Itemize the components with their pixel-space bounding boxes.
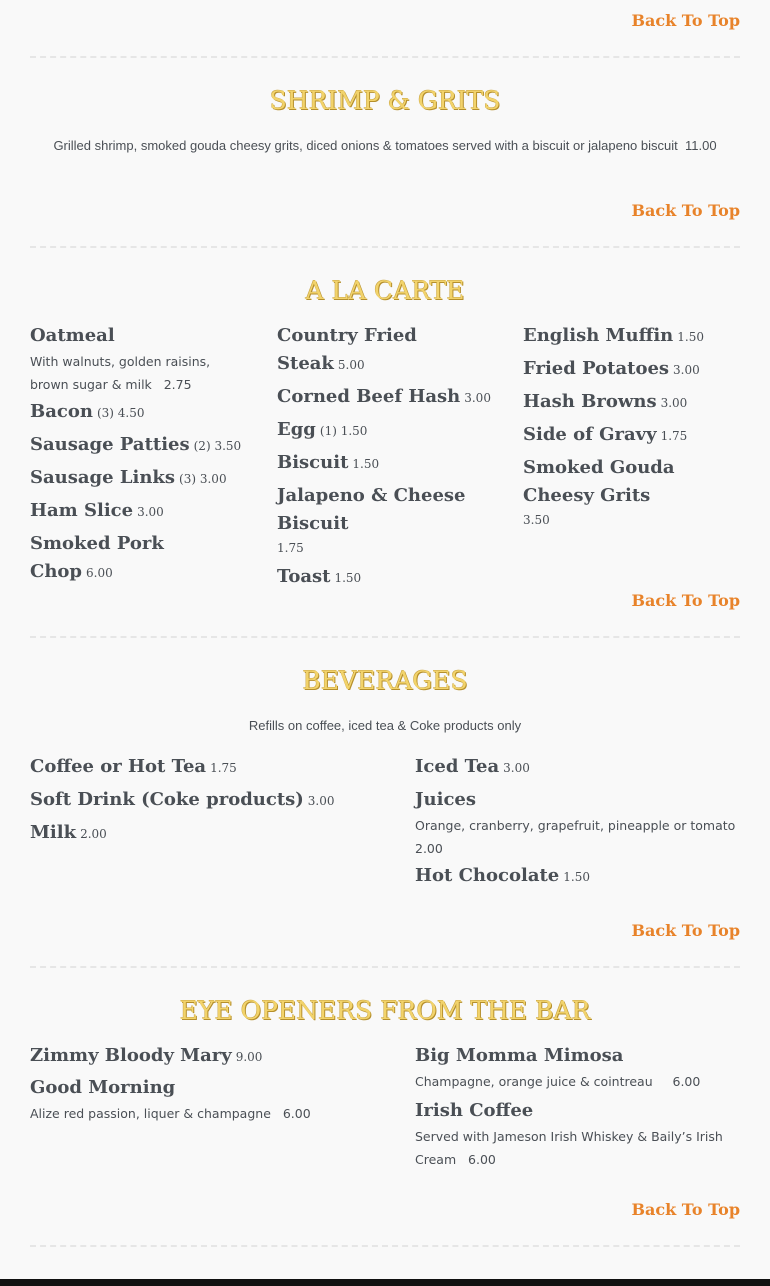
item-name: Jalapeno & Cheese Biscuit xyxy=(277,485,466,534)
item-price: 6.00 xyxy=(86,566,113,580)
item-price: 6.00 xyxy=(672,1074,701,1089)
menu-item-milk xyxy=(30,819,400,847)
menu-item-zimmy-bloody-mary xyxy=(30,1042,400,1070)
item-name: Fried Potatoes xyxy=(523,358,670,379)
alacarte-column-2 xyxy=(277,322,497,600)
menu-item-hot-chocolate xyxy=(415,862,740,890)
item-price: 1.50 xyxy=(677,330,704,344)
item-description: Served with Jameson Irish Whiskey & Baily’s Irish Cream xyxy=(415,1129,723,1167)
item-price: 1.75 xyxy=(660,429,688,443)
menu-item-sausage-links xyxy=(30,464,252,492)
menu-item-soft-drink xyxy=(30,786,400,814)
item-price: 3.00 xyxy=(673,363,700,377)
footer-bar xyxy=(0,1279,770,1286)
item-name: Soft Drink (Coke products) xyxy=(30,789,304,810)
alacarte-column-3 xyxy=(523,322,740,539)
shrimp-description-text: Grilled shrimp, smoked gouda cheesy grits, diced onions & tomatoes served with a biscuit or jalapeno biscuit xyxy=(53,138,678,153)
item-price: (2) 3.50 xyxy=(193,439,242,453)
item-price: 1.75 xyxy=(277,541,304,555)
menu-item-big-momma-mimosa xyxy=(415,1042,740,1093)
back-to-top-link[interactable]: Back To Top xyxy=(631,201,740,220)
beverages-column-1 xyxy=(30,753,400,856)
item-name: Irish Coffee xyxy=(415,1100,534,1121)
item-name: Hash Browns xyxy=(523,391,657,412)
item-price: 3.00 xyxy=(464,391,491,405)
item-description: With walnuts, golden raisins, brown sugar & milk xyxy=(30,354,211,392)
item-name: Milk xyxy=(30,822,77,843)
item-name: Side of Gravy xyxy=(523,424,657,445)
item-description: Alize red passion, liquer & champagne xyxy=(30,1106,271,1121)
menu-item-corned-beef-hash xyxy=(277,383,497,411)
menu-item-juices xyxy=(415,786,740,860)
item-name: Biscuit xyxy=(277,452,349,473)
item-price: 1.50 xyxy=(563,870,590,884)
item-price: 3.00 xyxy=(137,505,164,519)
section-divider xyxy=(30,636,740,638)
item-name: Iced Tea xyxy=(415,756,500,777)
item-name: Country Fried Steak xyxy=(277,325,417,374)
item-price: 2.00 xyxy=(80,827,107,841)
item-name: Hot Chocolate xyxy=(415,865,560,886)
item-description: Champagne, orange juice & cointreau xyxy=(415,1074,653,1089)
item-price: 1.75 xyxy=(210,761,237,775)
menu-item-english-muffin xyxy=(523,322,740,350)
menu-item-side-of-gravy xyxy=(523,421,740,449)
item-price: (1) 1.50 xyxy=(319,424,368,438)
menu-item-smoked-pork-chop xyxy=(30,530,252,586)
item-price: 6.00 xyxy=(468,1152,496,1167)
item-name: Ham Slice xyxy=(30,500,134,521)
item-name: Bacon xyxy=(30,401,93,422)
item-name: Toast xyxy=(277,566,331,587)
item-name: Smoked Gouda Cheesy Grits xyxy=(523,457,675,506)
menu-item-good-morning xyxy=(30,1074,400,1125)
menu-item-fried-potatoes xyxy=(523,355,740,383)
item-price: (3) 3.00 xyxy=(179,472,227,486)
section-divider xyxy=(30,56,740,58)
item-name: Juices xyxy=(415,789,476,810)
menu-item-iced-tea xyxy=(415,753,740,781)
section-title-a-la-carte: A LA CARTE xyxy=(305,276,465,305)
item-price: 1.50 xyxy=(352,457,380,471)
item-name: Oatmeal xyxy=(30,325,115,346)
back-to-top-link[interactable]: Back To Top xyxy=(631,591,740,610)
back-to-top-link[interactable]: Back To Top xyxy=(631,1200,740,1219)
item-price: 5.00 xyxy=(337,358,365,372)
back-to-top-link[interactable]: Back To Top xyxy=(631,11,740,30)
item-price: 2.75 xyxy=(163,377,192,392)
item-price: 3.50 xyxy=(523,513,550,527)
section-divider xyxy=(30,246,740,248)
menu-item-oatmeal xyxy=(30,322,252,396)
item-name: Sausage Patties xyxy=(30,434,190,455)
menu-item-coffee-hot-tea xyxy=(30,753,400,781)
item-name: Corned Beef Hash xyxy=(277,386,461,407)
item-price: (3) 4.50 xyxy=(96,406,145,420)
menu-item-bacon xyxy=(30,398,252,426)
item-price: 9.00 xyxy=(235,1050,263,1064)
item-price: 2.00 xyxy=(415,841,443,856)
alacarte-column-1 xyxy=(30,322,252,595)
item-name: Good Morning xyxy=(30,1077,176,1098)
item-price: 3.00 xyxy=(307,794,335,808)
menu-item-smoked-gouda-cheesy-grits xyxy=(523,454,740,530)
section-title-eye-openers: EYE OPENERS FROM THE BAR xyxy=(179,996,591,1025)
section-title-shrimp-grits: SHRIMP & GRITS xyxy=(269,86,501,115)
beverages-note: Refills on coffee, iced tea & Coke products only xyxy=(248,718,522,733)
item-description: Orange, cranberry, grapefruit, pineapple or tomato xyxy=(415,818,736,833)
item-name: Egg xyxy=(277,419,316,440)
section-divider xyxy=(30,966,740,968)
bar-column-2 xyxy=(415,1042,740,1180)
menu-item-toast xyxy=(277,563,497,591)
item-price: 6.00 xyxy=(282,1106,311,1121)
menu-item-ham-slice xyxy=(30,497,252,525)
section-divider xyxy=(30,1245,740,1247)
item-name: Sausage Links xyxy=(30,467,176,488)
item-name: Smoked Pork Chop xyxy=(30,533,164,582)
menu-item-country-fried-steak xyxy=(277,322,497,378)
item-name: Coffee or Hot Tea xyxy=(30,756,207,777)
section-title-beverages: BEVERAGES xyxy=(302,666,468,695)
item-price: 3.00 xyxy=(503,761,530,775)
menu-item-hash-browns xyxy=(523,388,740,416)
item-price: 3.00 xyxy=(660,396,688,410)
menu-item-egg xyxy=(277,416,497,444)
item-name: Big Momma Mimosa xyxy=(415,1045,624,1066)
menu-item-sausage-patties xyxy=(30,431,252,459)
beverages-column-2 xyxy=(415,753,740,899)
menu-item-irish-coffee xyxy=(415,1097,740,1171)
item-name: Zimmy Bloody Mary xyxy=(30,1045,232,1066)
menu-item-biscuit xyxy=(277,449,497,477)
shrimp-grits-description xyxy=(0,138,770,153)
item-price: 1.50 xyxy=(334,571,362,585)
bar-column-1 xyxy=(30,1042,400,1134)
shrimp-price: 11.00 xyxy=(684,138,717,153)
back-to-top-link[interactable]: Back To Top xyxy=(631,921,740,940)
menu-item-jalapeno-cheese-biscuit xyxy=(277,482,497,558)
item-name: English Muffin xyxy=(523,325,674,346)
